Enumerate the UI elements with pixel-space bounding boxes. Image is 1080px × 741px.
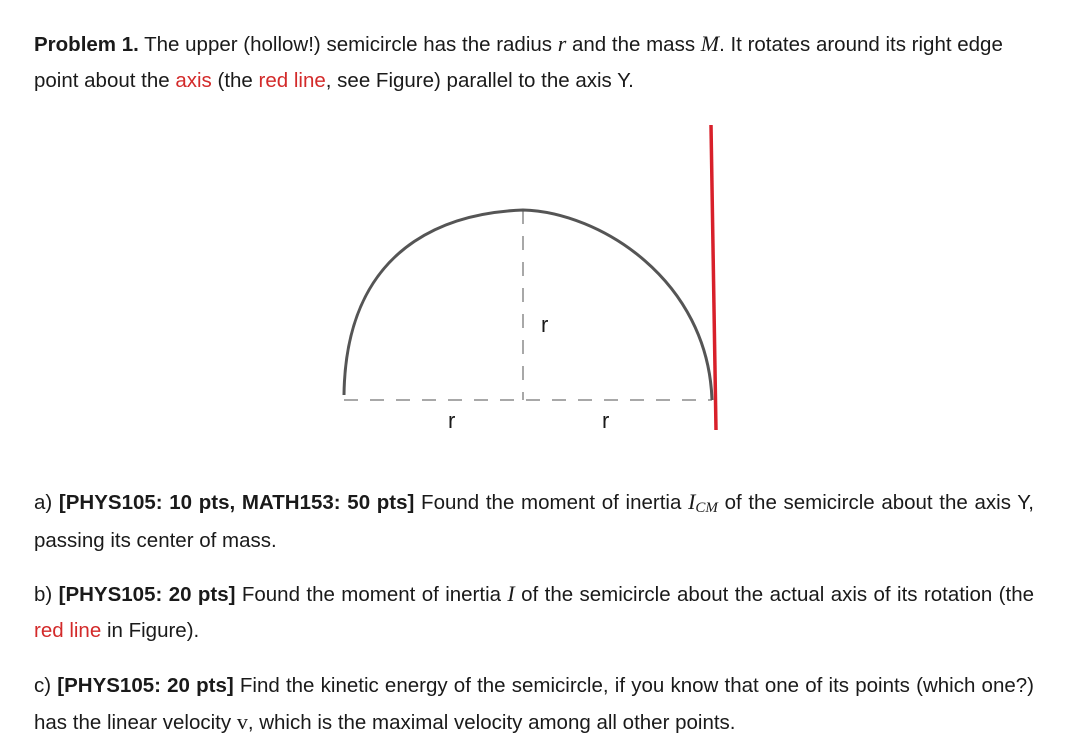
part-a-text: of the semicircle about the axis Y, passing its center of mass. [34,491,1034,552]
red-line-word: red line [34,619,102,642]
problem-text: and the mass [566,33,701,56]
part-b-text: Found the moment of inertia [235,583,508,606]
label-vertical-r: r [541,312,549,337]
part-a-prefix: a) [34,491,59,514]
subscript-cm: CM [695,500,718,516]
problem-title: Problem 1. [34,33,139,56]
var-I-cm: I [688,489,696,514]
part-c-prefix: c) [34,674,58,697]
part-b-prefix: b) [34,583,59,606]
part-c-text: , which is the maximal velocity among all other points. [247,711,736,734]
part-a [34,484,1034,559]
semicircle-arc [344,210,712,400]
red-line-word: red line [258,69,326,92]
problem-text: . It rotates around its right edge point about the [34,33,1003,92]
label-left-r: r [448,408,456,433]
part-b [34,576,1034,649]
part-b-tag: [PHYS105: 20 pts] [58,583,236,606]
problem-text: , see Figure) parallel to the axis Y. [325,69,634,92]
axis-word: axis [175,69,212,92]
var-I: I [507,581,515,606]
part-b-text: of the semicircle about the actual axis of its rotation (the [514,583,1035,606]
part-c-text: Find the kinetic energy of the semicircle, if you know that one of its points (which one?) has the linear velocity [34,674,1034,734]
part-a-text: Found the moment of inertia [414,491,689,514]
label-right-r: r [602,408,610,433]
part-c-tag: [PHYS105: 20 pts] [57,674,234,697]
var-r: r [557,31,567,56]
part-c [34,668,1034,741]
part-a-tag: [PHYS105: 10 pts, MATH153: 50 pts] [58,491,415,514]
problem-text: The upper (hollow!) semicircle has the radius [138,33,558,56]
var-v: v [236,709,248,734]
var-M: M [700,31,720,56]
problem-text: (the [211,69,259,92]
part-b-text: in Figure). [101,619,200,642]
